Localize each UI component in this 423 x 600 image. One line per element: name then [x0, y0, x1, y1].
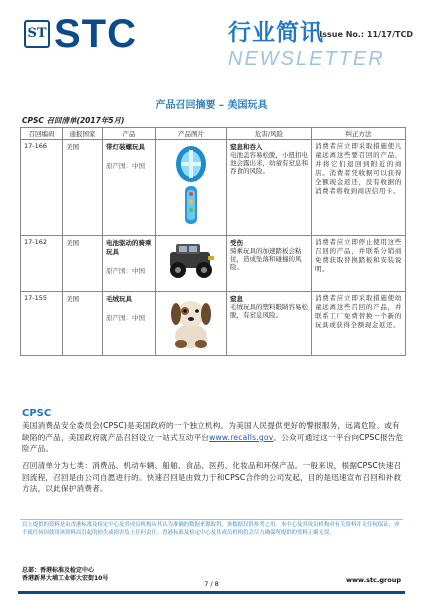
cpsc-para1-tail: 。公众可通过这一平台向CPSC报告危险产品。	[22, 432, 404, 453]
hazard-title: 窒息	[230, 295, 243, 303]
recall-code: 17-162	[21, 236, 63, 292]
cpsc-paragraph-1	[22, 420, 404, 455]
address-line-1: 总部：香港标准及检定中心	[22, 567, 95, 574]
product-cell	[103, 236, 156, 292]
header-product: 产品	[103, 128, 156, 140]
hazard-title: 受伤	[230, 239, 243, 247]
page-number: 7 / 8	[204, 580, 219, 588]
product-name: 电池驱动的骑乘玩具	[106, 239, 152, 256]
remedy: 消费者应立即采取措施使儿童远离这些要召回的产品，并将它们退回到附近的商店。消费者凭收据可以获得全额现金返还，没有收据的消费者将收到商店信用卡。	[312, 140, 406, 236]
cpsc-para1-text: 美国消费品安全委员会(CPSC)是美国政府的一个独立机构。为美国人民提供更好的警报服务，远离危险、或有缺陷的产品，美国政府就产品召回设立一站式互动平台	[22, 421, 400, 442]
footer-strip	[18, 591, 405, 594]
hazard-cell	[227, 292, 312, 356]
country: 美国	[63, 140, 103, 236]
hazard-description: 骑乘玩具的加速踏板会粘住，造成坠落和碰撞的风险。	[230, 247, 302, 271]
country: 美国	[63, 292, 103, 356]
footer-disclaimer: 以上提供的资料是由香港标准及检定中心及其成员机构从其认为准确的数据来源取得，该数据仅供参考之用。本中心及其成员机构对有关资料并无任何保证，亦不就任何因使用该资料而引起的损失或损害负上任何责任。香港标准及检定中心及其成员机构将会尽力确保所提供的资料正确无误。	[22, 522, 400, 536]
recall-table	[20, 127, 406, 356]
hazard-cell	[227, 140, 312, 236]
recall-code: 17-166	[21, 140, 63, 236]
hazard-title: 窒息和吞入	[230, 143, 263, 151]
header-product-image: 产品图片	[156, 128, 227, 140]
recall-code: 17-155	[21, 292, 63, 356]
header-recall-code: 召回编码	[21, 128, 63, 140]
cpsc-paragraph-2: 召回清单分为七类：消费品、机动车辆、船舶、食品、医药、化妆品和环保产品。一般来说，根据CPSC快速召回流程，召回是由公司自愿进行的。快速召回是由致力于和CPSC合作的公司发起，目的是迅速宣布召回和补救方法，以此保护消费者。	[22, 461, 402, 493]
remedy: 消费者应立即采取措施使幼童远离这些召回的产品，并联系工厂免费替换一个新的玩具或获得全额现金返还。	[312, 292, 406, 356]
plush-puppy-image	[165, 294, 217, 350]
footer-divider	[20, 519, 403, 520]
product-cell	[103, 140, 156, 236]
table-row	[21, 292, 406, 356]
product-origin: 原产国：中国	[106, 314, 145, 322]
product-image-cell	[156, 236, 227, 292]
cpsc-heading: CPSC	[22, 408, 52, 419]
newsletter-header	[0, 0, 423, 78]
product-image-cell	[156, 292, 227, 356]
address-line-2: 香港新界大埔工业邨大宏街10号	[22, 575, 109, 582]
header-country: 通报国家	[63, 128, 103, 140]
newsletter-title-cn: 行业简讯	[228, 20, 324, 46]
header-remedy: 纠正方法	[312, 128, 406, 140]
hazard-cell	[227, 236, 312, 292]
table-row	[21, 236, 406, 292]
product-image-cell	[156, 140, 227, 236]
country: 美国	[63, 236, 103, 292]
ride-on-jeep-image	[162, 238, 220, 282]
newsletter-title-en: NEWSLETTER	[228, 48, 385, 70]
footer-website[interactable]: www.stc.group	[346, 576, 401, 584]
recall-list-subtitle: CPSC 召回清单(2017年5月)	[22, 116, 125, 125]
product-cell	[103, 292, 156, 356]
table-header-row	[21, 128, 406, 140]
product-origin: 原产国：中国	[106, 267, 145, 275]
product-name: 毛绒玩具	[106, 295, 132, 303]
product-origin: 原产国：中国	[106, 162, 145, 170]
table-row	[21, 140, 406, 236]
recalls-gov-link[interactable]: www.recalls.gov	[209, 432, 274, 442]
hazard-description: 毛绒玩具的塑料眼睛容易松脱，有窒息风险。	[230, 303, 308, 319]
remedy: 消费者应立即停止使用这些召回的产品，并联系分销商免费获取替换踏板和安装说明。	[312, 236, 406, 292]
spinner-toy-image	[169, 142, 213, 230]
header-hazard: 危害/风险	[227, 128, 312, 140]
issue-number: Issue No.: 11/17/TCD	[319, 30, 413, 39]
stc-logo-text: STC	[54, 12, 137, 56]
product-name: 带灯装螺玩具	[106, 143, 145, 151]
page-title: 产品召回摘要 – 美国玩具	[155, 100, 268, 111]
stc-logo-mark: ST	[24, 20, 50, 48]
hazard-description: 电池盖容易松脱，小扭扣电池会露出来，幼童有窒息和吞食的风险。	[230, 151, 308, 175]
